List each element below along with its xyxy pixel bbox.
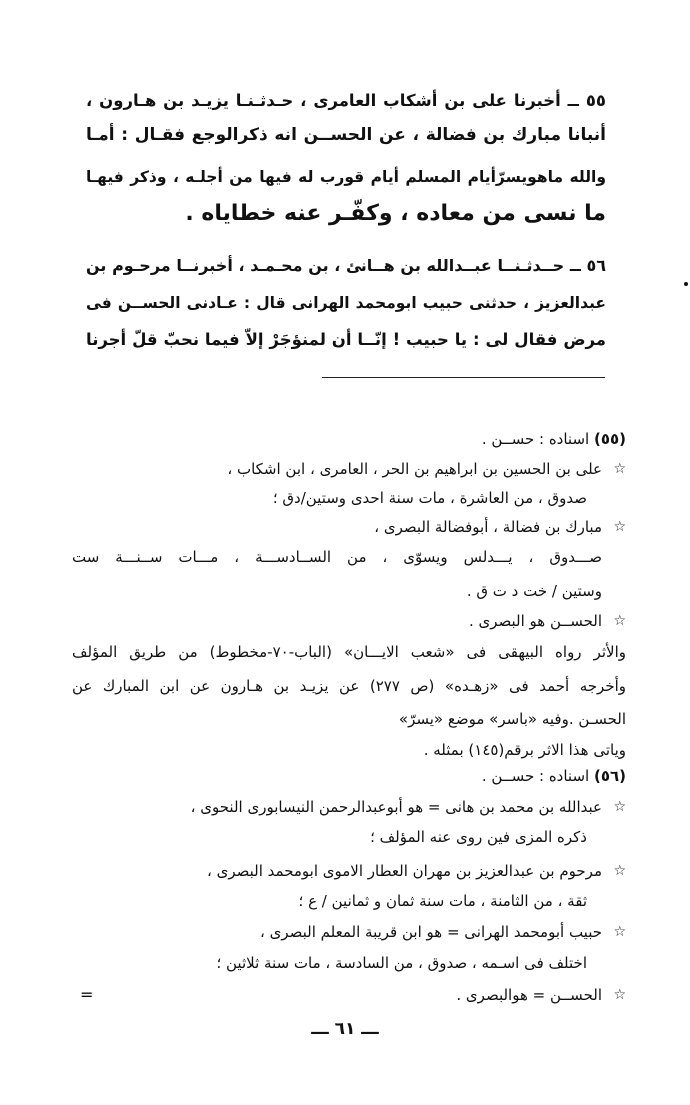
footnote-heading-55 (482, 428, 626, 450)
footnote-line-13: مرحوم بن عبدالعزيز بن مهران العطار الاموى ابومحمد البصرى ، (206, 862, 602, 880)
main-text-line-7: مرض فقال لى : يا حبيب ! إنّــا أن لمنؤجَرْ إلاّ فيما نحبّ قلّ أجرنا (86, 330, 606, 349)
footnote-line-5: وستين / خت د ت ق . (466, 582, 602, 600)
footnote-line-10: وياتى هذا الاثر برقم(١٤٥) بمثله . (423, 741, 626, 759)
page-number: ـــ ٦١ ـــ (311, 1019, 379, 1039)
star-icon: ☆ (613, 461, 626, 477)
footnote-line-16: اختلف فى اسـمه ، صدوق ، من السادسة ، مات سنة ثلاثين ؛ (216, 954, 587, 972)
star-icon: ☆ (613, 987, 626, 1003)
footnote-number-56: (٥٦) (593, 767, 626, 785)
footnote-line-14: ثقة ، من الثامنة ، مات سنة ثمان و ثمانين / ع ؛ (298, 892, 587, 910)
footnote-line-15: حبيب أبومحمد الهرانى = هو ابن قريبة المعلم البصرى ، (260, 923, 602, 941)
main-text-line-6: عبدالعزيز ، حدثنى حبيب ابومحمد الهرانى قال : عـادنى الحســن فى (86, 294, 606, 312)
main-text-line-1: ٥٥ ــ أخبرنا على بن أشكاب العامرى ، حـدثـنـا يزيـد بن هـارون ، (86, 91, 606, 110)
star-icon: ☆ (613, 613, 626, 629)
main-text-line-4: ما نسى من معاده ، وكفّـر عنه خطاياه . (185, 201, 606, 226)
star-icon: ☆ (613, 519, 626, 535)
continuation-mark: = (80, 985, 94, 1004)
footnote-heading-text-56: اسناده : حســن . (481, 767, 590, 785)
footnote-line-3: مبارك بن فضالة ، أبوفضالة البصرى ، (374, 518, 602, 536)
star-icon: ☆ (613, 799, 626, 815)
main-text-line-3: والله ماهويسرّأيام المسلم أيام قورب له فيها من أجلـه ، وذكر فيهـا (86, 168, 606, 186)
main-text-line-2: أنبانا مبارك بن فضالة ، عن الحســن انه ذكرالوجع فقـال : أمـا (86, 125, 606, 145)
footnote-separator (322, 377, 605, 378)
star-icon: ☆ (613, 924, 626, 940)
footnote-heading-56 (482, 765, 626, 787)
footnote-line-2: صدوق ، من العاشرة ، مات سنة احدى وستين/دق ؛ (272, 489, 587, 507)
footnote-line-12: ذكره المزى فين روى عنه المؤلف ؛ (370, 828, 587, 846)
footnote-line-9: الحسـن .وفيه «باسر» موضع «يسرّ» (398, 710, 626, 728)
footnote-line-8: وأخرجه أحمد فى «زهـده» (ص ٢٧٧) عن يزيـد بن هـارون عن ابن المبارك عن (72, 677, 627, 695)
footnote-number-55: (٥٥) (593, 430, 626, 448)
main-text-line-5: ٥٦ ــ حــدثـنــا عبــدالله بن هــانئ ، بن محـمـد ، أخبرنــا مرحـوم بن (86, 256, 606, 275)
footnote-line-1: على بن الحسين بن ابراهيم بن الحر ، العامرى ، ابن اشكاب ، (227, 460, 602, 478)
footnote-line-7: والأثر رواه البيهقى فى «شعب الايـــان» (الباب-٧٠-مخطوط) من طريق المؤلف (72, 643, 626, 661)
footnote-line-17: الحســن = هوالبصرى . (456, 986, 602, 1004)
margin-dot (684, 282, 688, 286)
star-icon: ☆ (613, 863, 626, 879)
footnote-line-6: الحســن هو البصرى . (468, 612, 602, 630)
footnote-line-11: عبدالله بن محمد بن هانى = هو أبوعبدالرحمن النيسابورى النحوى ، (190, 798, 602, 816)
footnote-line-4: صـــدوق ، يـــدلس ويسوّى ، من الســادســـة ، مـــات ســنـــة ست (72, 548, 602, 566)
footnote-heading-text-55: اسناده : حســن . (481, 430, 590, 448)
